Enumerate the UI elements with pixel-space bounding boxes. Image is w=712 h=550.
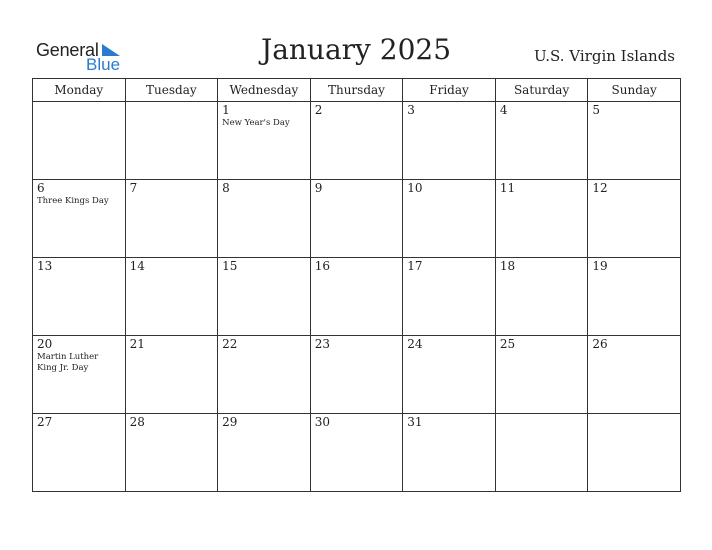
day-number: 30: [314, 415, 330, 429]
day-number: 14: [129, 259, 145, 273]
day-cell: [495, 414, 588, 492]
weekday-header: Wednesday: [218, 79, 311, 102]
day-number: 17: [407, 259, 423, 273]
logo-general-text: General: [36, 40, 99, 60]
week-row: [33, 414, 681, 492]
day-number: 2: [314, 103, 323, 117]
day-number: 26: [592, 337, 608, 351]
week-row: [33, 180, 681, 258]
day-number: 16: [314, 259, 330, 273]
day-number: 11: [499, 181, 516, 195]
day-number: 1: [222, 103, 230, 117]
day-number: 31: [407, 415, 423, 429]
weekday-header: Saturday: [495, 79, 588, 102]
weekday-header: Monday: [33, 79, 126, 102]
day-cell: [33, 414, 126, 492]
weekday-header: Sunday: [588, 79, 681, 102]
day-number: 23: [314, 337, 330, 351]
day-cell: [125, 180, 218, 258]
week-row: [33, 258, 681, 336]
day-number: 29: [222, 415, 238, 429]
day-cell: [588, 102, 681, 180]
weekday-header: Thursday: [310, 79, 403, 102]
weekday-header-row: [33, 79, 681, 102]
day-cell: [33, 258, 126, 336]
day-cell: [218, 414, 311, 492]
day-cell: [33, 102, 126, 180]
day-cell: [403, 102, 496, 180]
day-cell: [588, 336, 681, 414]
day-cell: [495, 258, 588, 336]
day-number: 3: [407, 103, 415, 117]
weekday-header: Tuesday: [125, 79, 218, 102]
day-cell: [403, 414, 496, 492]
day-number: 28: [129, 415, 145, 429]
day-cell: [403, 180, 496, 258]
day-cell: [218, 102, 311, 180]
day-number: 24: [407, 337, 423, 351]
day-number: 21: [129, 337, 145, 351]
day-number: 18: [499, 259, 516, 273]
day-cell: [33, 336, 126, 414]
day-cell: [310, 102, 403, 180]
day-number: 27: [37, 415, 53, 429]
day-cell: [218, 336, 311, 414]
logo-blue-text: Blue: [86, 55, 121, 74]
day-number: 15: [222, 259, 238, 273]
holiday-label: New Year's Day: [222, 118, 290, 128]
day-cell: [310, 336, 403, 414]
week-row: [33, 102, 681, 180]
day-cell: [125, 336, 218, 414]
day-cell: [310, 180, 403, 258]
week-row: [33, 336, 681, 414]
day-number: 10: [407, 181, 423, 195]
day-number: 22: [222, 337, 238, 351]
day-cell: [125, 258, 218, 336]
day-number: 20: [37, 337, 53, 351]
day-number: 19: [592, 259, 608, 273]
day-number: 25: [499, 337, 516, 351]
day-cell: [588, 180, 681, 258]
day-number: 5: [592, 103, 601, 117]
day-number: 8: [222, 181, 230, 195]
day-cell: [218, 180, 311, 258]
day-cell: [495, 336, 588, 414]
day-number: 6: [37, 181, 45, 195]
day-cell: [403, 336, 496, 414]
calendar-grid: [32, 78, 681, 492]
day-number: 7: [129, 181, 138, 195]
day-number: 12: [592, 181, 608, 195]
day-cell: [403, 258, 496, 336]
holiday-label: Three Kings Day: [37, 196, 109, 206]
day-cell: [495, 180, 588, 258]
day-cell: [588, 414, 681, 492]
region-name: U.S. Virgin Islands: [534, 47, 675, 65]
holiday-label: Martin Luther King Jr. Day: [37, 352, 99, 373]
day-number: 4: [499, 103, 508, 117]
calendar-title: January 2025: [260, 33, 452, 66]
day-cell: [218, 258, 311, 336]
weekday-header: Friday: [403, 79, 496, 102]
day-cell: [125, 414, 218, 492]
day-cell: [310, 414, 403, 492]
day-cell: [588, 258, 681, 336]
day-cell: [310, 258, 403, 336]
day-cell: [125, 102, 218, 180]
day-number: 9: [314, 181, 323, 195]
day-number: 13: [37, 259, 53, 273]
day-cell: [495, 102, 588, 180]
day-cell: [33, 180, 126, 258]
